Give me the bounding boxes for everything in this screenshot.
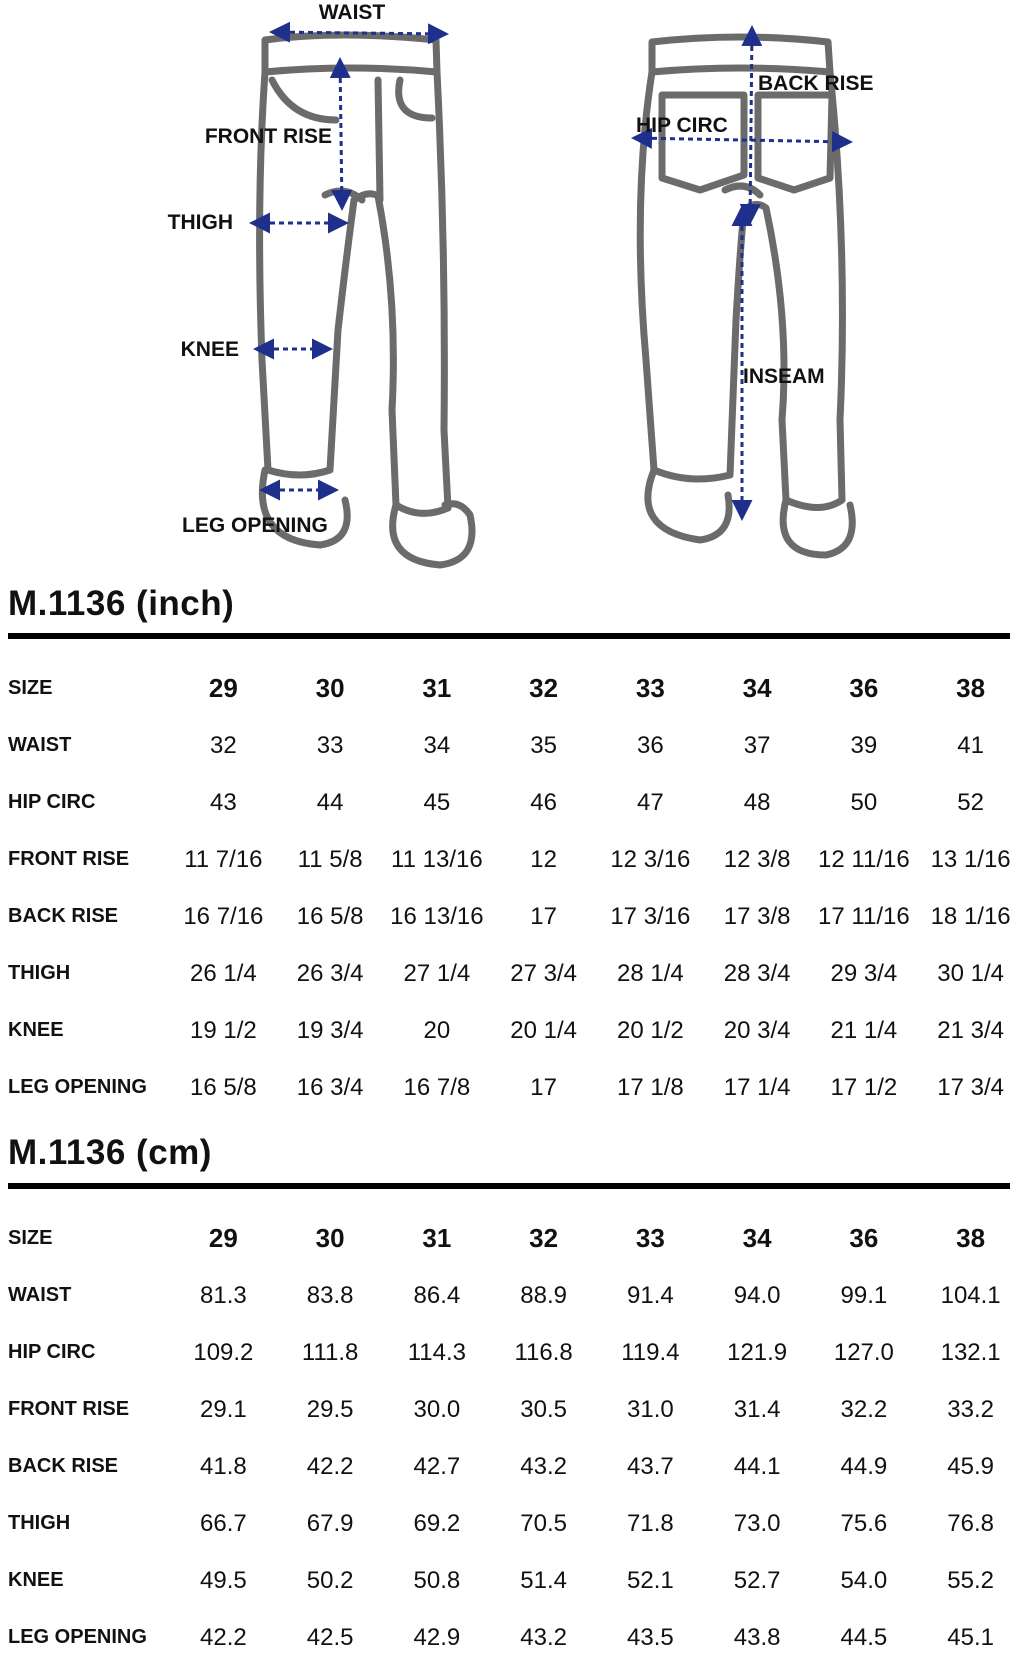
table-cell: 50 [850,788,878,816]
table-cell: 111.8 [301,1338,359,1366]
table-cell: 48 [743,788,771,816]
table-cell: 42.9 [413,1623,461,1651]
table-cell: 66.7 [200,1509,247,1537]
table-cell: 127.0 [833,1338,894,1366]
table-cell: 27 3/4 [510,959,577,987]
table-cell: 41 [957,731,984,759]
table-cell: 16 7/16 [183,902,264,930]
table-cell: 33 [316,731,344,759]
row-label: KNEE [8,1019,64,1041]
table-cell: 36 [849,1223,879,1253]
table-cell: 37 [743,731,771,759]
inch-size-table [0,660,1024,1116]
thigh-label: THIGH [167,211,233,234]
table-cell: 45.1 [947,1623,994,1651]
table-cell: 44.1 [733,1452,781,1480]
table-cell: 30.0 [413,1395,461,1423]
table-cell: 33 [635,1223,665,1253]
table-cell: 29.5 [306,1395,354,1423]
table-cell: 54.0 [840,1566,888,1594]
table-cell: 46 [530,788,557,816]
row-label: THIGH [8,1512,71,1534]
table-cell: 34 [423,731,451,759]
table-cell: 32 [529,1223,559,1253]
table-cell: 38 [956,673,986,703]
table-cell: 33 [635,673,665,703]
table-cell: 43 [210,788,237,816]
table-cell: 99.1 [840,1281,888,1309]
row-label: BACK RISE [8,1455,119,1477]
table-cell: 35 [530,731,557,759]
row-label: LEG OPENING [8,1626,147,1648]
table-cell: 13 1/16 [930,845,1011,873]
table-cell: 29.1 [200,1395,247,1423]
table-row [0,1210,1024,1267]
row-label: WAIST [8,1284,72,1306]
table-cell: 17 [530,902,557,930]
table-cell: 86.4 [413,1281,461,1309]
table-cell: 21 1/4 [830,1016,898,1044]
table-cell: 32 [529,673,559,703]
table-cell: 42.2 [200,1623,247,1651]
table-row [0,1495,1024,1552]
table-cell: 12 3/16 [610,845,691,873]
table-cell: 121.9 [727,1338,788,1366]
table-cell: 36 [849,673,879,703]
table-cell: 34 [742,673,772,703]
table-cell: 91.4 [627,1281,674,1309]
table-cell: 43.2 [520,1452,567,1480]
table-cell: 38 [956,1223,986,1253]
table-cell: 94.0 [733,1281,781,1309]
table-cell: 83.8 [306,1281,354,1309]
table-cell: 43.7 [627,1452,674,1480]
table-row [0,1324,1024,1381]
inch-table-title: M.1136 (inch) [8,584,235,623]
table-cell: 17 3/8 [723,902,791,930]
table-cell: 16 5/8 [190,1073,257,1101]
table-cell: 52.1 [627,1566,674,1594]
table-cell: 30 1/4 [937,959,1004,987]
row-label: HIP CIRC [8,791,96,813]
table-cell: 17 3/16 [610,902,691,930]
table-cell: 17 [530,1073,557,1101]
table-cell: 26 3/4 [296,959,364,987]
table-cell: 43.8 [733,1623,781,1651]
row-label: THIGH [8,962,71,984]
inseam-label: INSEAM [743,365,825,388]
front-rise-arrow [340,60,342,208]
table-cell: 34 [742,1223,772,1253]
table-cell: 17 1/8 [617,1073,684,1101]
table-cell: 16 7/8 [403,1073,471,1101]
table-row [0,1267,1024,1324]
table-cell: 42.2 [306,1452,354,1480]
table-cell: 76.8 [947,1509,994,1537]
back-rise-label: BACK RISE [758,72,874,95]
table-cell: 29 3/4 [830,959,898,987]
table-cell: 30 [315,673,345,703]
table-row [0,888,1024,945]
table-cell: 109.2 [193,1338,254,1366]
table-cell: 29 [208,1223,238,1253]
table-cell: 27 1/4 [403,959,471,987]
row-label: LEG OPENING [8,1076,147,1098]
table-row [0,945,1024,1002]
back-rise-arrow [750,28,752,222]
table-cell: 42.7 [413,1452,461,1480]
table-cell: 69.2 [413,1509,461,1537]
table-cell: 21 3/4 [937,1016,1004,1044]
table-cell: 20 1/4 [510,1016,577,1044]
table-cell: 43.2 [520,1623,567,1651]
row-label: FRONT RISE [8,1398,130,1420]
waist-label: WAIST [318,1,386,24]
table-cell: 20 1/2 [617,1016,684,1044]
cm-table-title: M.1136 (cm) [8,1133,212,1172]
table-cell: 44 [316,788,344,816]
table-row [0,717,1024,774]
row-label: BACK RISE [8,905,119,927]
cm-table-divider [8,1183,1010,1189]
hip-circ-label: HIP CIRC [636,114,728,137]
table-cell: 119.4 [621,1338,680,1366]
table-cell: 18 1/16 [930,902,1011,930]
table-row [0,1059,1024,1116]
table-cell: 45.9 [947,1452,994,1480]
table-row [0,1438,1024,1495]
table-cell: 26 1/4 [190,959,257,987]
table-cell: 51.4 [520,1566,567,1594]
table-cell: 49.5 [200,1566,247,1594]
table-cell: 52 [957,788,984,816]
table-cell: 32 [210,731,237,759]
table-row [0,774,1024,831]
table-cell: 19 1/2 [190,1016,257,1044]
table-cell: 17 1/2 [830,1073,898,1101]
table-cell: 11 5/8 [297,845,363,873]
table-cell: 45 [423,788,451,816]
table-cell: 30 [315,1223,345,1253]
table-cell: 30.5 [520,1395,567,1423]
table-row [0,1552,1024,1609]
table-cell: 16 13/16 [390,902,484,930]
table-cell: 52.7 [733,1566,781,1594]
table-row [0,831,1024,888]
table-cell: 71.8 [627,1509,674,1537]
table-cell: 16 3/4 [296,1073,364,1101]
row-label: FRONT RISE [8,848,130,870]
table-cell: 12 11/16 [818,845,910,873]
table-cell: 43.5 [627,1623,674,1651]
table-cell: 73.0 [733,1509,781,1537]
table-cell: 28 3/4 [723,959,791,987]
table-cell: 31.4 [733,1395,781,1423]
table-cell: 16 5/8 [296,902,364,930]
row-label: WAIST [8,734,72,756]
table-cell: 20 [423,1016,451,1044]
table-cell: 88.9 [520,1281,567,1309]
table-row [0,660,1024,717]
table-cell: 47 [637,788,664,816]
table-cell: 55.2 [947,1566,994,1594]
table-cell: 20 3/4 [723,1016,791,1044]
table-cell: 17 1/4 [723,1073,791,1101]
table-cell: 44.5 [840,1623,888,1651]
row-label: HIP CIRC [8,1341,96,1363]
table-cell: 28 1/4 [617,959,684,987]
table-cell: 41.8 [200,1452,247,1480]
row-label: SIZE [8,677,53,699]
table-cell: 19 3/4 [296,1016,364,1044]
table-row [0,1609,1024,1666]
table-cell: 114.3 [407,1338,467,1366]
leg-opening-label: LEG OPENING [182,514,328,537]
table-cell: 17 11/16 [818,902,910,930]
table-cell: 12 [530,845,557,873]
cm-size-table [0,1210,1024,1666]
table-cell: 32.2 [840,1395,888,1423]
table-cell: 31.0 [627,1395,674,1423]
table-row [0,1002,1024,1059]
table-cell: 50.2 [306,1566,354,1594]
knee-label: KNEE [180,338,239,361]
table-cell: 29 [208,673,238,703]
table-cell: 31 [422,673,452,703]
table-row [0,1381,1024,1438]
table-cell: 17 3/4 [937,1073,1004,1101]
inch-table-divider [8,633,1010,639]
table-cell: 42.5 [306,1623,354,1651]
table-cell: 39 [850,731,878,759]
table-cell: 44.9 [840,1452,888,1480]
table-cell: 33.2 [947,1395,994,1423]
table-cell: 50.8 [413,1566,461,1594]
row-label: KNEE [8,1569,64,1591]
table-cell: 116.8 [514,1338,573,1366]
table-cell: 31 [422,1223,452,1253]
row-label: SIZE [8,1227,53,1249]
table-cell: 104.1 [940,1281,1001,1309]
table-cell: 75.6 [840,1509,888,1537]
table-cell: 11 7/16 [184,845,263,873]
table-cell: 70.5 [520,1509,567,1537]
front-pants-drawing [260,35,472,565]
table-cell: 132.1 [940,1338,1001,1366]
table-cell: 11 13/16 [391,845,483,873]
table-cell: 67.9 [306,1509,354,1537]
front-rise-label: FRONT RISE [204,125,332,148]
table-cell: 36 [637,731,664,759]
pants-measurement-diagram [0,0,1024,575]
table-cell: 81.3 [200,1281,247,1309]
table-cell: 12 3/8 [723,845,791,873]
